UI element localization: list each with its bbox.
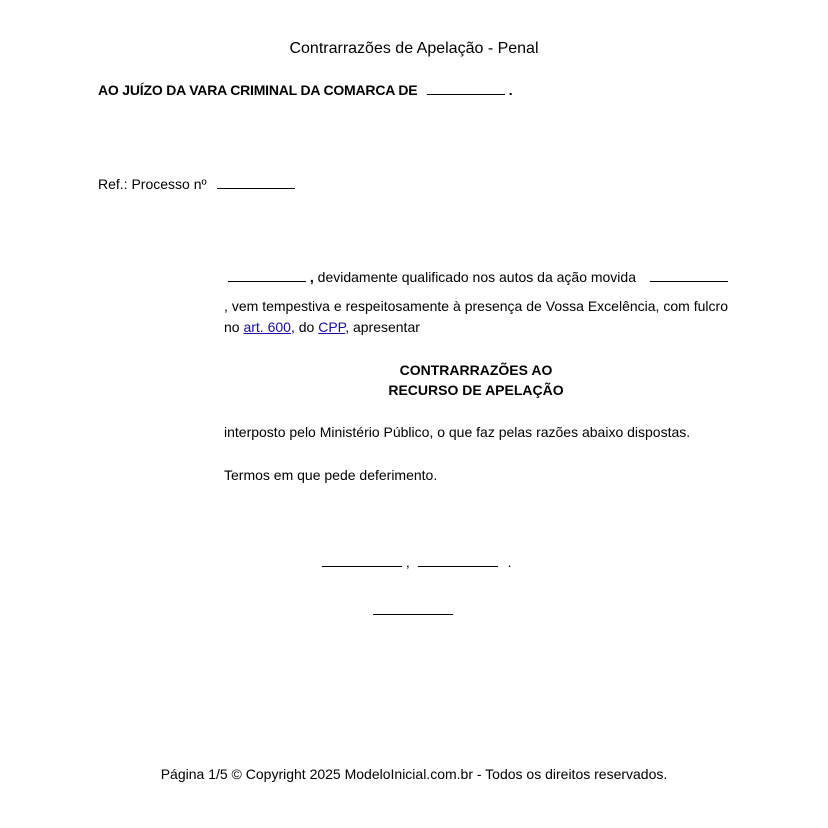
document-title (224, 360, 728, 400)
cpp-link[interactable]: CPP (318, 319, 346, 335)
addressee-line (98, 81, 513, 98)
place-date-separator: , (405, 554, 410, 570)
party-text: devidamente qualificado nos autos da ação movida (317, 269, 636, 285)
place-date-line (322, 553, 511, 570)
opposing-party-blank (650, 268, 728, 282)
document-title-line2: RECURSO DE APELAÇÃO (388, 382, 564, 398)
body-text-before: , vem tempestiva e respeitosamente à presença de Vossa Excelência, com fulcro no (224, 298, 728, 335)
date-blank (418, 553, 498, 567)
place-date-end: . (507, 554, 512, 570)
party-name-blank (228, 268, 306, 282)
process-reference (98, 175, 295, 192)
body-text-after: , apresentar (345, 319, 420, 335)
signature-blank (373, 601, 453, 615)
party-line (224, 268, 728, 285)
page-footer: Página 1/5 © Copyright 2025 ModeloInicial.com.br - Todos os direitos reservados. (160, 766, 668, 782)
comarca-blank (427, 81, 505, 95)
document-title-line1: CONTRARRAZÕES AO (399, 362, 553, 378)
party-comma: , (309, 269, 314, 285)
addressee-text: AO JUÍZO DA VARA CRIMINAL DA COMARCA DE (98, 82, 418, 98)
process-reference-label: Ref.: Processo nº (98, 176, 207, 192)
body-text-mid: , do (290, 319, 319, 335)
signature-line (373, 601, 453, 618)
place-blank (322, 553, 402, 567)
closing-paragraph: Termos em que pede deferimento. (224, 467, 438, 483)
interposed-paragraph: interposto pelo Ministério Público, o que faz pelas razões abaixo dispostas. (224, 424, 691, 440)
page-header-title: Contrarrazões de Apelação - Penal (289, 40, 539, 57)
addressee-suffix: . (508, 82, 513, 98)
body-paragraph (224, 296, 728, 338)
process-number-blank (217, 175, 295, 189)
article-600-link[interactable]: art. 600 (243, 319, 291, 335)
opposing-party-wrapper (650, 268, 728, 285)
